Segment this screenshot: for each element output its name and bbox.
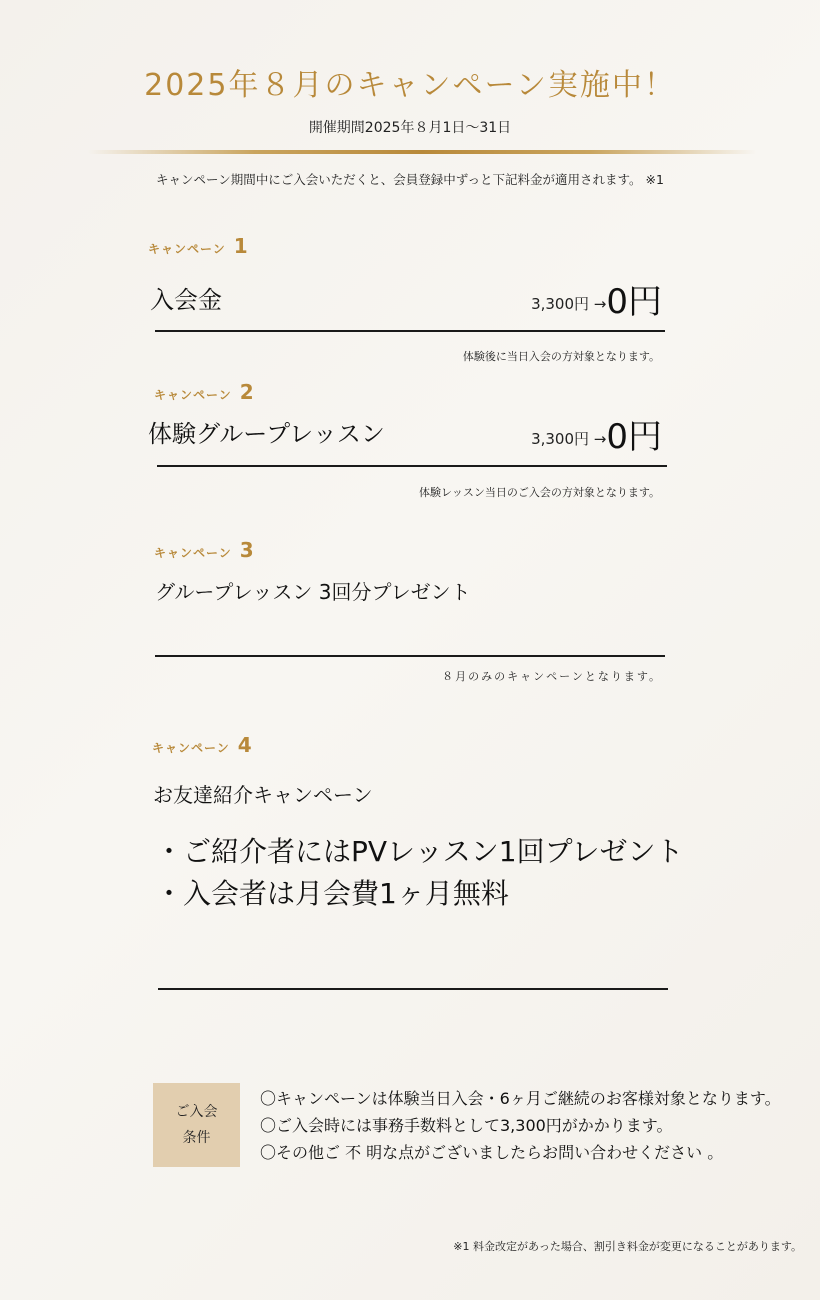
- intro-text: キャンペーン期間中にご入会いただくと、会員登録中ずっと下記料金が適用されます。 ※1: [156, 172, 664, 187]
- campaign-number: 4: [237, 733, 252, 757]
- condition-line-2: 〇ご入会時には事務手数料として3,300円がかかります。: [260, 1116, 673, 1135]
- campaign-4-heading: [152, 733, 252, 757]
- campaign-4-bullet-2: ・入会者は月会費1ヶ月無料: [155, 877, 509, 910]
- page-title: 2025年８月のキャンペーン実施中！: [144, 68, 676, 103]
- campaign-label: キャンペーン: [148, 242, 226, 256]
- campaign-1-note: 体験後に当日入会の方対象となります。: [462, 350, 660, 363]
- condition-line-3: 〇その他ご 不 明な点がございましたらお問い合わせください 。: [260, 1143, 724, 1162]
- price-before: 3,300円 →: [531, 430, 607, 448]
- campaign-period: 開催期間2025年８月1日〜31日: [308, 120, 512, 136]
- condition-line-1: 〇キャンペーンは体験当日入会・6ヶ月ご継続のお客様対象となります。: [260, 1089, 781, 1108]
- campaign-1-price: [531, 274, 662, 323]
- campaign-4-name: お友達紹介キャンペーン: [153, 783, 373, 807]
- conditions-badge: [153, 1083, 240, 1167]
- campaign-4-bullet-1: ・ご紹介者にはPVレッスン1回プレゼント: [155, 835, 684, 868]
- campaign-2-price: [531, 409, 662, 458]
- campaign-2-heading: [154, 380, 254, 404]
- campaign-1-name: 入会金: [150, 286, 222, 314]
- price-after: 0円: [606, 417, 662, 457]
- campaign-number: 1: [233, 234, 248, 258]
- campaign-2-rule: [157, 465, 667, 467]
- footnote: ※1 料金改定があった場合、割引き料金が変更になることがあります。: [453, 1240, 802, 1253]
- campaign-2-note: 体験レッスン当日のご入会の方対象となります。: [418, 486, 660, 499]
- campaign-1-rule: [155, 330, 665, 332]
- campaign-4-rule: [158, 988, 668, 990]
- campaign-2-name: 体験グループレッスン: [148, 420, 385, 448]
- campaign-1-heading: [148, 234, 248, 258]
- campaign-3-name: グループレッスン 3回分プレゼント: [155, 580, 471, 604]
- campaign-label: キャンペーン: [152, 741, 230, 755]
- campaign-3-heading: [154, 538, 254, 562]
- campaign-3-rule: [155, 655, 665, 657]
- campaign-label: キャンペーン: [154, 388, 232, 402]
- conditions-badge-line1: ご入会: [175, 1104, 218, 1120]
- gold-divider: [88, 150, 756, 154]
- conditions-badge-line2: 条件: [182, 1130, 211, 1146]
- campaign-number: 3: [239, 538, 254, 562]
- price-before: 3,300円 →: [531, 295, 607, 313]
- campaign-3-note: ８月のみのキャンペーンとなります。: [442, 670, 662, 683]
- price-after: 0円: [606, 282, 662, 322]
- campaign-label: キャンペーン: [154, 546, 232, 560]
- campaign-number: 2: [239, 380, 254, 404]
